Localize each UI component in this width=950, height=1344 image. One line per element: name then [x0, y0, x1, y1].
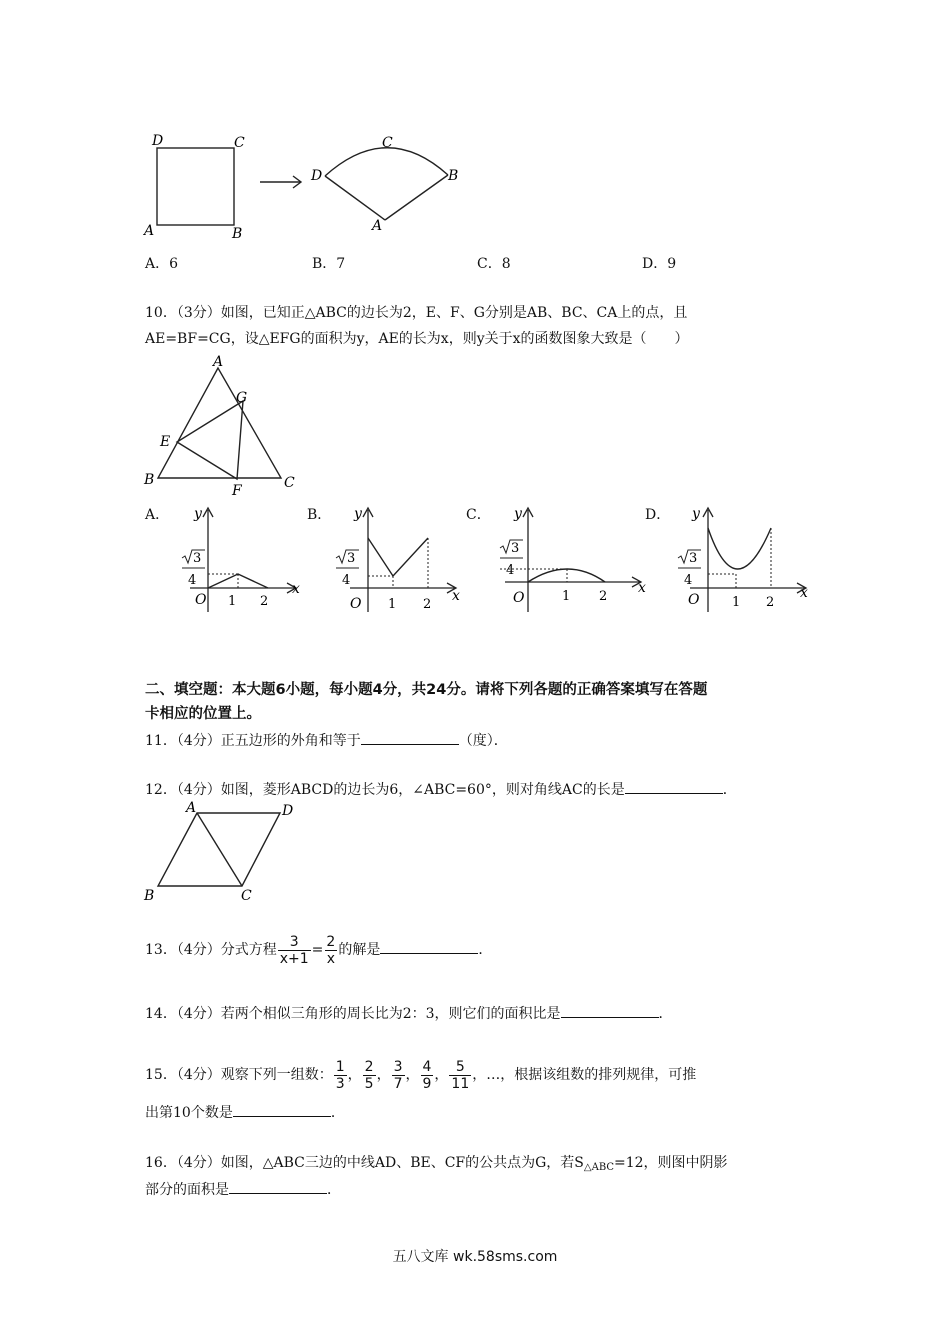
rhombus-label-b: B — [144, 888, 155, 904]
q14-prefix: 14．（4分）若两个相似三角形的周长比为2：3，则它们的面积比是 — [145, 1006, 561, 1022]
q11-prefix: 11．（4分）正五边形的外角和等于 — [145, 733, 361, 749]
denominator-4: 4 — [342, 573, 351, 588]
q13-end: ． — [478, 942, 493, 958]
q13-frac1-num: 3 — [289, 933, 299, 950]
sqrt-3: 3 — [347, 551, 356, 566]
q15-fraction-5 — [449, 1059, 471, 1092]
q9-option-d: D．9 — [642, 256, 677, 272]
q10-option-d-letter: D． — [645, 507, 671, 523]
x-axis-label: x — [800, 585, 808, 601]
q15-frac2-den: 5 — [364, 1075, 374, 1092]
denominator-4: 4 — [188, 573, 197, 588]
x-axis-label: x — [452, 588, 460, 604]
q9-option-a: A．6 — [145, 256, 179, 272]
q14-suffix: ． — [658, 1006, 673, 1022]
tri-label-f: F — [232, 483, 242, 499]
q14-text — [145, 1003, 673, 1024]
q16-text-line2 — [145, 1179, 341, 1200]
y-axis-label: y — [514, 506, 522, 522]
q15-frac3-num: 3 — [393, 1058, 403, 1075]
q10-graph-c — [490, 500, 650, 620]
square-label-c: C — [234, 135, 245, 151]
q15-sep-4: ， — [434, 1067, 449, 1083]
square-label-a: A — [144, 223, 155, 239]
origin-label: O — [513, 590, 525, 606]
fan-label-b: B — [448, 168, 459, 184]
q16-line2-prefix: 部分的面积是 — [145, 1182, 229, 1198]
sqrt-3: 3 — [511, 541, 520, 556]
y-axis-label: y — [692, 506, 700, 522]
sqrt-3: 3 — [689, 551, 698, 566]
q15-fraction-1 — [334, 1059, 347, 1092]
q15-frac1-num: 1 — [335, 1058, 345, 1075]
q10-graph-b — [330, 500, 465, 620]
q11-text — [145, 730, 508, 751]
q13-answer-blank[interactable] — [380, 939, 478, 954]
origin-label: O — [350, 596, 362, 612]
q15-frac4-den: 9 — [422, 1075, 432, 1092]
q15-fraction-2 — [363, 1059, 376, 1092]
q10-graph-a — [170, 500, 305, 620]
q14-answer-blank[interactable] — [561, 1003, 659, 1018]
q12-suffix: ． — [722, 782, 737, 798]
fan-label-a: A — [372, 218, 383, 234]
tick-1: 1 — [388, 597, 397, 612]
q15-fraction-3 — [392, 1059, 405, 1092]
q13-fraction-2 — [324, 934, 337, 967]
q13-suffix-text: 的解是 — [338, 942, 381, 958]
tri-label-a: A — [213, 354, 224, 370]
tick-2: 2 — [423, 597, 432, 612]
q9-option-c: C．8 — [477, 256, 511, 272]
q15-fraction-4 — [421, 1059, 434, 1092]
tri-label-c: C — [284, 475, 295, 491]
tick-2: 2 — [766, 595, 775, 610]
q9-option-b: B．7 — [312, 256, 346, 272]
q10-option-a-letter: A． — [145, 507, 170, 523]
q15-frac1-den: 3 — [335, 1075, 345, 1092]
tick-1: 1 — [562, 589, 571, 604]
q11-answer-blank[interactable] — [361, 730, 459, 745]
section2-heading-line1: 二、填空题：本大题6小题，每小题4分，共24分。请将下列各题的正确答案填写在答题 — [145, 682, 708, 698]
denominator-4: 4 — [506, 563, 515, 578]
q15-after: ，…，根据该组数的排列规律，可推 — [472, 1067, 697, 1083]
q10-option-c-letter: C． — [466, 507, 491, 523]
q16-subscript: △ABC — [583, 1162, 615, 1173]
q12-prefix: 12．（4分）如图，菱形ABCD的边长为6，∠ABC=60°，则对角线AC的长是 — [145, 782, 625, 798]
tick-2: 2 — [599, 589, 608, 604]
q11-suffix: （度）． — [458, 733, 508, 749]
q15-frac3-den: 7 — [393, 1075, 403, 1092]
page-footer: 五八文库 wk.58sms.com — [392, 1249, 558, 1265]
tri-label-g: G — [236, 390, 248, 406]
x-axis-label: x — [638, 580, 646, 596]
q13-text — [145, 928, 492, 972]
q15-frac5-num: 5 — [455, 1058, 465, 1075]
tick-2: 2 — [260, 594, 269, 609]
fan-label-c: C — [382, 135, 393, 151]
q15-prefix: 15．（4分）观察下列一组数： — [145, 1067, 333, 1083]
tri-label-b: B — [144, 472, 155, 488]
x-axis-label: x — [292, 581, 300, 597]
tick-1: 1 — [228, 594, 237, 609]
denominator-4: 4 — [684, 573, 693, 588]
rhombus-label-c: C — [241, 888, 252, 904]
tick-1: 1 — [732, 595, 741, 610]
q16-prefix: 16．（4分）如图，△ABC三边的中线AD、BE、CF的公共点为G，若S — [145, 1155, 584, 1171]
q15-frac5-den: 11 — [451, 1075, 470, 1092]
rhombus-label-a: A — [186, 800, 197, 816]
q13-fraction-1 — [278, 934, 311, 967]
q15-sep-3: ， — [405, 1067, 420, 1083]
q12-text — [145, 779, 737, 800]
q16-answer-blank[interactable] — [229, 1179, 327, 1194]
rhombus-label-d: D — [282, 803, 294, 819]
q15-frac2-num: 2 — [364, 1058, 374, 1075]
q10-option-b-letter: B． — [307, 507, 332, 523]
q16-line2-suffix: ． — [327, 1182, 341, 1198]
q15-text-line1 — [145, 1053, 696, 1097]
y-axis-label: y — [194, 506, 202, 522]
tri-label-e: E — [160, 434, 171, 450]
q15-sep-1: ， — [347, 1067, 362, 1083]
q12-answer-blank[interactable] — [625, 779, 723, 794]
q13-frac2-num: 2 — [326, 933, 336, 950]
q10-graph-d — [672, 500, 812, 620]
q12-rhombus-figure — [138, 798, 308, 908]
q16-after: =12，则图中阴影 — [614, 1155, 728, 1171]
origin-label: O — [688, 592, 700, 608]
fan-label-d: D — [311, 168, 323, 184]
origin-label: O — [195, 592, 207, 608]
square-label-d: D — [152, 133, 164, 149]
q15-line2-prefix: 出第10个数是 — [145, 1105, 233, 1121]
q13-frac1-den: x+1 — [279, 950, 309, 967]
q13-equals: = — [311, 942, 324, 958]
q10-triangle-figure — [138, 350, 308, 500]
q15-line2-suffix: ． — [330, 1105, 345, 1121]
q9-figure — [130, 125, 470, 245]
section2-heading-line2: 卡相应的位置上。 — [145, 706, 261, 722]
q10-text-line2: AE=BF=CG，设△EFG的面积为y，AE的长为x，则y关于x的函数图象大致是（ ） — [145, 331, 689, 347]
q15-text-line2 — [145, 1102, 345, 1123]
q13-prefix: 13．（4分）分式方程 — [145, 942, 277, 958]
sqrt-3: 3 — [193, 551, 202, 566]
q16-text-line1 — [145, 1153, 728, 1178]
q15-sep-2: ， — [376, 1067, 391, 1083]
q15-frac4-num: 4 — [422, 1058, 432, 1075]
square-label-b: B — [232, 226, 243, 242]
y-axis-label: y — [354, 506, 362, 522]
q10-text-line1: 10．（3分）如图，已知正△ABC的边长为2，E、F、G分别是AB、BC、CA上的点，且 — [145, 305, 688, 321]
q15-answer-blank[interactable] — [233, 1102, 331, 1117]
q13-frac2-den: x — [326, 950, 336, 967]
